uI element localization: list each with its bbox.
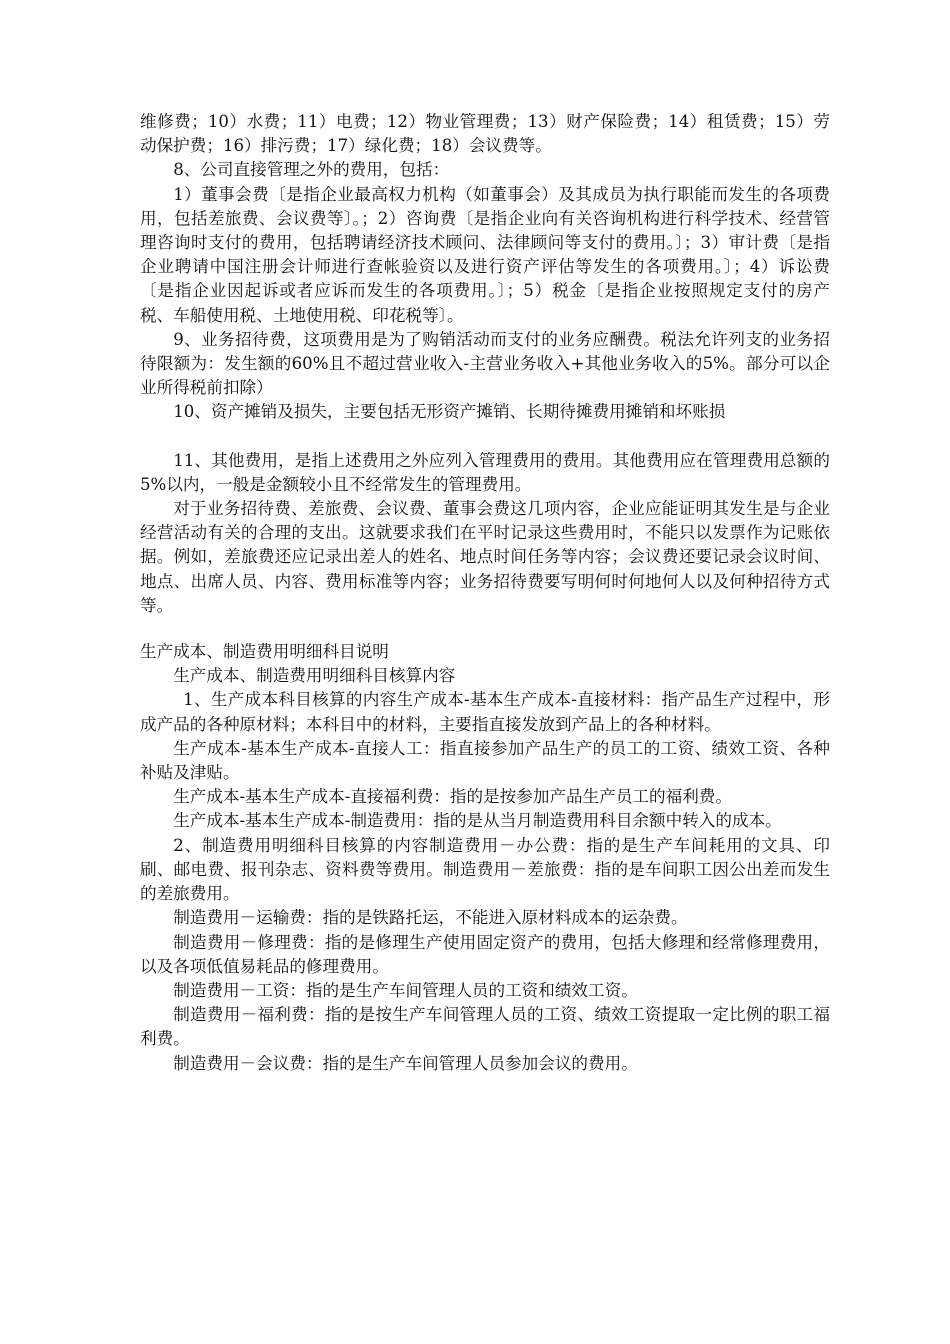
paragraph-overhead-meeting: 制造费用－会议费：指的是生产车间管理人员参加会议的费用。 [173, 1053, 638, 1073]
paragraph-production-cost-materials: 1、生产成本科目核算的内容生产成本-基本生产成本-直接材料：指产品生产过程中，形成产品的各种原材料；本科目中的材料，主要指直接发放到产品上的各种材料。 [140, 690, 830, 734]
blank-line [140, 425, 830, 449]
paragraph-production-cost-labor: 生产成本-基本生产成本-直接人工：指直接参加产品生产的员工的工资、绩效工资、各种补贴及津贴。 [140, 738, 830, 783]
section-subheading: 生产成本、制造费用明细科目核算内容 [173, 666, 456, 686]
paragraph-item-11: 11、其他费用，是指上述费用之外应列入管理费用的费用。其他费用应在管理费用总额的5%以内，一般是金额较小且不经常发生的管理费用。 [140, 450, 830, 494]
paragraph-item-10: 10、资产摊销及损失，主要包括无形资产摊销、长期待摊费用摊销和坏账损 [173, 402, 726, 422]
paragraph-item-9: 9、业务招待费，这项费用是为了购销活动而支付的业务应酬费。税法允许列支的业务招待限额为：发生额的60%且不超过营业收入-主营业务收入+其他业务收入的5%。部分可以企业所得税前扣除） [140, 329, 830, 398]
paragraph-overhead-repair: 制造费用－修理费：指的是修理生产使用固定资产的费用，包括大修理和经常修理费用，以及各项低值易耗品的修理费用。 [140, 932, 830, 976]
paragraph-item-8: 8、公司直接管理之外的费用，包括： [173, 160, 450, 180]
paragraph-production-cost-welfare: 生产成本-基本生产成本-直接福利费：指的是按参加产品生产员工的福利费。 [173, 787, 732, 807]
paragraph-overhead-office-travel: 2、制造费用明细科目核算的内容制造费用－办公费：指的是生产车间耗用的文具、印刷、邮电费、报刊杂志、资料费等费用。制造费用－差旅费：指的是车间职工因公出差而发生的差旅费用。 [140, 835, 830, 904]
paragraph-overhead-wages: 制造费用－工资：指的是生产车间管理人员的工资和绩效工资。 [173, 980, 638, 1000]
blank-line [140, 618, 830, 640]
paragraph-expense-list-cont: 维修费；10）水费；11）电费；12）物业管理费；13）财产保险费；14）租赁费；15）劳动保护费；16）排污费；17）绿化费；18）会议费等。 [140, 112, 830, 156]
paragraph-note: 对于业务招待费、差旅费、会议费、董事会费这几项内容，企业应能证明其发生是与企业经营活动有关的合理的支出。这就要求我们在平时记录这些费用时，不能只以发票作为记账依据。例如，差旅费还应记录出差人的姓名、地点时间任务等内容；会议费还要记录会议时间、地点、出席人员、内容、费用标准等内容；业务招待费要写明何时何地何人以及何种招待方式等。 [140, 499, 830, 615]
paragraph-overhead-welfare: 制造费用－福利费：指的是按生产车间管理人员的工资、绩效工资提取一定比例的职工福利费。 [140, 1005, 830, 1049]
paragraph-overhead-transport: 制造费用－运输费：指的是铁路托运，不能进入原材料成本的运杂费。 [173, 908, 688, 928]
paragraph-item-8-details: 1）董事会费〔是指企业最高权力机构（如董事会）及其成员为执行职能而发生的各项费用，包括差旅费、会议费等〕。；2）咨询费〔是指企业向有关咨询机构进行科学技术、经营管理咨询时支付的费用，包括聘请经济技术顾问、法律顾问等支付的费用。〕；3）审计费〔是指企业聘请中国注册会计师进行查帐验资以及进行资产评估等发生的各项费用。〕；4）诉讼费〔是指企业因起诉或者应诉而发生的各项费用。〕；5）税金〔是指企业按照规定支付的房产税、车船使用税、土地使用税、印花税等〕。 [140, 184, 830, 325]
section-heading: 生产成本、制造费用明细科目说明 [140, 642, 389, 662]
document-page [140, 110, 830, 1076]
paragraph-production-cost-overhead: 生产成本-基本生产成本-制造费用：指的是从当月制造费用科目余额中转入的成本。 [173, 811, 782, 831]
